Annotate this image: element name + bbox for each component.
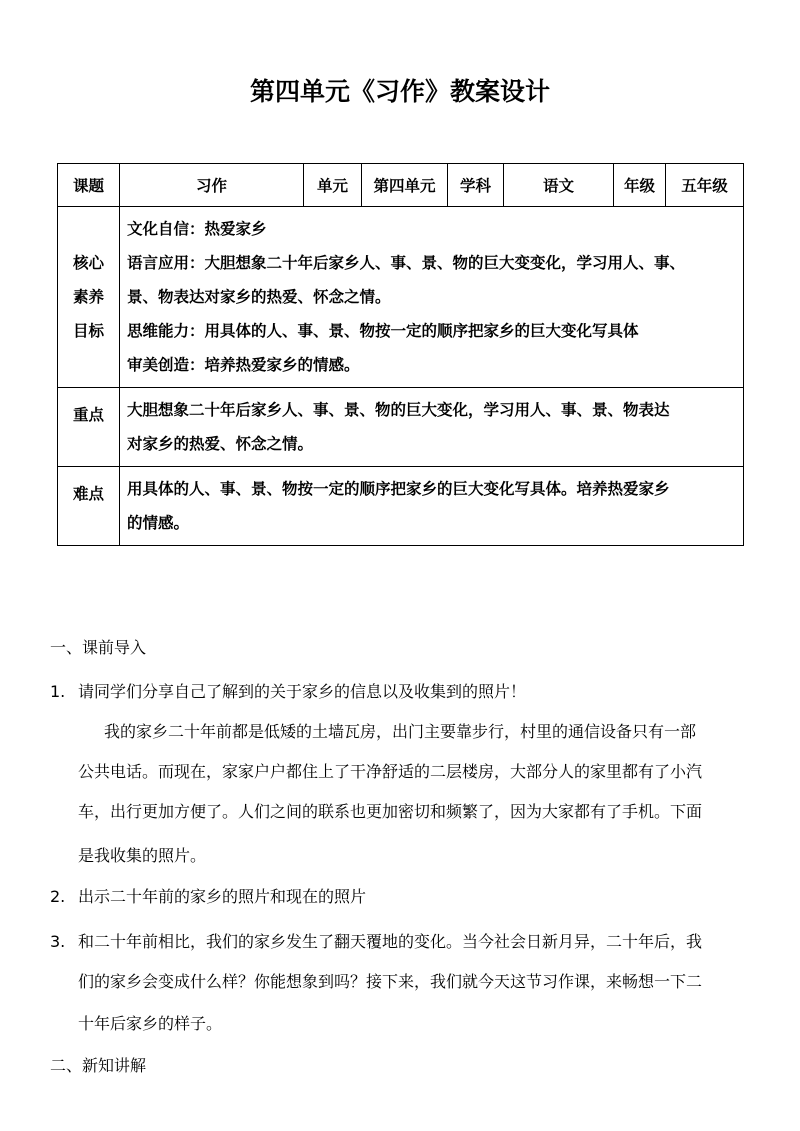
table-header-row	[58, 164, 744, 207]
unit-value: 第四单元	[362, 164, 448, 207]
paragraph-line: 公共电话。而现在，家家户户都住上了干净舒适的二层楼房，大部分人的家里都有了小汽	[78, 762, 703, 781]
core-goal-line: 语言应用：大胆想象二十年后家乡人、事、景、物的巨大变变化，学习用人、事、	[127, 254, 686, 272]
difficulties-row	[58, 467, 744, 546]
core-goal-line: 景、物表达对家乡的热爱、怀念之情。	[127, 288, 391, 306]
unit-label: 单元	[304, 164, 362, 207]
core-goal-line: 文化自信：热爱家乡	[127, 220, 267, 238]
core-goal-line: 审美创造：培养热爱家乡的情感。	[127, 356, 360, 374]
list-number: 3.	[50, 932, 66, 951]
page-title: 第四单元《习作》教案设计	[249, 77, 550, 106]
paragraph-line: 车，出行更加方便了。人们之间的联系也更加密切和频繁了，因为大家都有了手机。下面	[78, 802, 703, 821]
grade-label: 年级	[614, 164, 666, 207]
grade-value: 五年级	[666, 164, 744, 207]
list-item-text: 请同学们分享自己了解到的关于家乡的信息以及收集到的照片！	[78, 682, 527, 701]
paragraph-line: 我的家乡二十年前都是低矮的土墙瓦房，出门主要靠步行，村里的通信设备只有一部	[104, 722, 697, 741]
key-points-content	[120, 388, 744, 467]
section-heading-intro: 一、课前导入	[50, 638, 147, 657]
core-label-line: 素养	[72, 288, 104, 306]
topic-label: 课题	[58, 164, 120, 207]
topic-value: 习作	[120, 164, 304, 207]
list-number: 1.	[50, 682, 66, 701]
core-label-line: 核心	[72, 254, 104, 272]
core-goals-content	[120, 207, 744, 388]
key-point-line: 大胆想象二十年后家乡人、事、景、物的巨大变化，学习用人、事、景、物表达	[127, 401, 670, 419]
list-item-line: 们的家乡会变成什么样？你能想象到吗？接下来，我们就今天这节习作课，来畅想一下二	[78, 972, 703, 991]
paragraph-line: 是我收集的照片。	[78, 846, 207, 865]
list-item-line: 和二十年前相比，我们的家乡发生了翻天覆地的变化。当今社会日新月异，二十年后，我	[78, 932, 703, 951]
core-goals-row	[58, 207, 744, 388]
list-item-text: 出示二十年前的家乡的照片和现在的照片	[78, 887, 367, 906]
core-goal-line: 思维能力：用具体的人、事、景、物按一定的顺序把家乡的巨大变化写具体	[127, 322, 639, 340]
subject-value: 语文	[504, 164, 614, 207]
key-points-row	[58, 388, 744, 467]
core-label-line: 目标	[72, 322, 104, 340]
lesson-info-table	[57, 163, 744, 546]
key-point-line: 对家乡的热爱、怀念之情。	[127, 435, 314, 453]
difficulties-label: 难点	[58, 467, 120, 546]
difficulty-line: 的情感。	[127, 514, 190, 532]
difficulty-line: 用具体的人、事、景、物按一定的顺序把家乡的巨大变化写具体。培养热爱家乡	[127, 480, 670, 498]
difficulties-content	[120, 467, 744, 546]
core-goals-label	[58, 207, 120, 388]
section-heading-new: 二、新知讲解	[50, 1056, 147, 1075]
list-number: 2.	[50, 887, 66, 906]
list-item-line: 十年后家乡的样子。	[78, 1014, 223, 1033]
key-points-label: 重点	[58, 388, 120, 467]
subject-label: 学科	[448, 164, 504, 207]
